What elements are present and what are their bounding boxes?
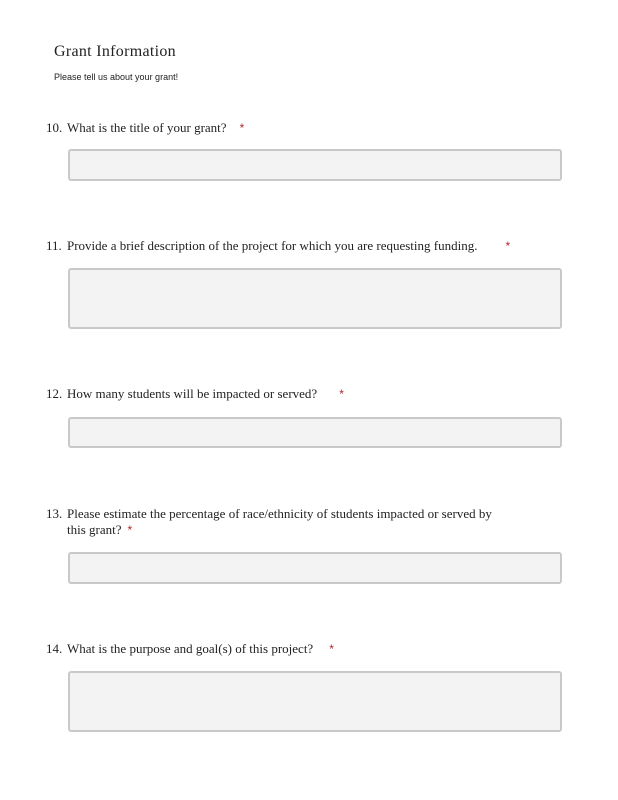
question-label: What is the purpose and goal(s) of this project? — [67, 641, 314, 656]
question-14 — [46, 641, 566, 657]
question-number: 13. — [46, 506, 63, 521]
students-impacted-input[interactable] — [68, 417, 562, 448]
question-label: Please estimate the percentage of race/ethnicity of students impacted or served by — [67, 506, 492, 521]
question-label: How many students will be impacted or served? — [67, 386, 318, 401]
race-ethnicity-percentage-input[interactable] — [68, 552, 562, 584]
question-13 — [46, 506, 566, 538]
required-marker: * — [339, 387, 344, 401]
question-number: 12. — [46, 386, 63, 401]
question-label: Provide a brief description of the project for which you are requesting funding. — [67, 238, 478, 253]
required-marker: * — [127, 523, 133, 537]
grant-title-input[interactable] — [68, 149, 562, 181]
purpose-goals-textarea[interactable] — [68, 671, 562, 732]
required-marker: * — [329, 642, 334, 656]
question-10 — [46, 120, 566, 136]
question-label-line2: this grant? — [67, 522, 122, 537]
question-number: 10. — [46, 120, 63, 135]
question-11 — [46, 238, 566, 254]
section-title: Grant Information — [54, 43, 176, 60]
section-subtitle: Please tell us about your grant! — [54, 72, 179, 82]
required-marker: * — [505, 239, 511, 253]
question-label: What is the title of your grant? — [67, 120, 227, 135]
question-number: 14. — [46, 641, 63, 656]
question-number: 11. — [46, 238, 62, 253]
question-12 — [46, 386, 566, 402]
project-description-textarea[interactable] — [68, 268, 562, 329]
required-marker: * — [239, 121, 245, 135]
